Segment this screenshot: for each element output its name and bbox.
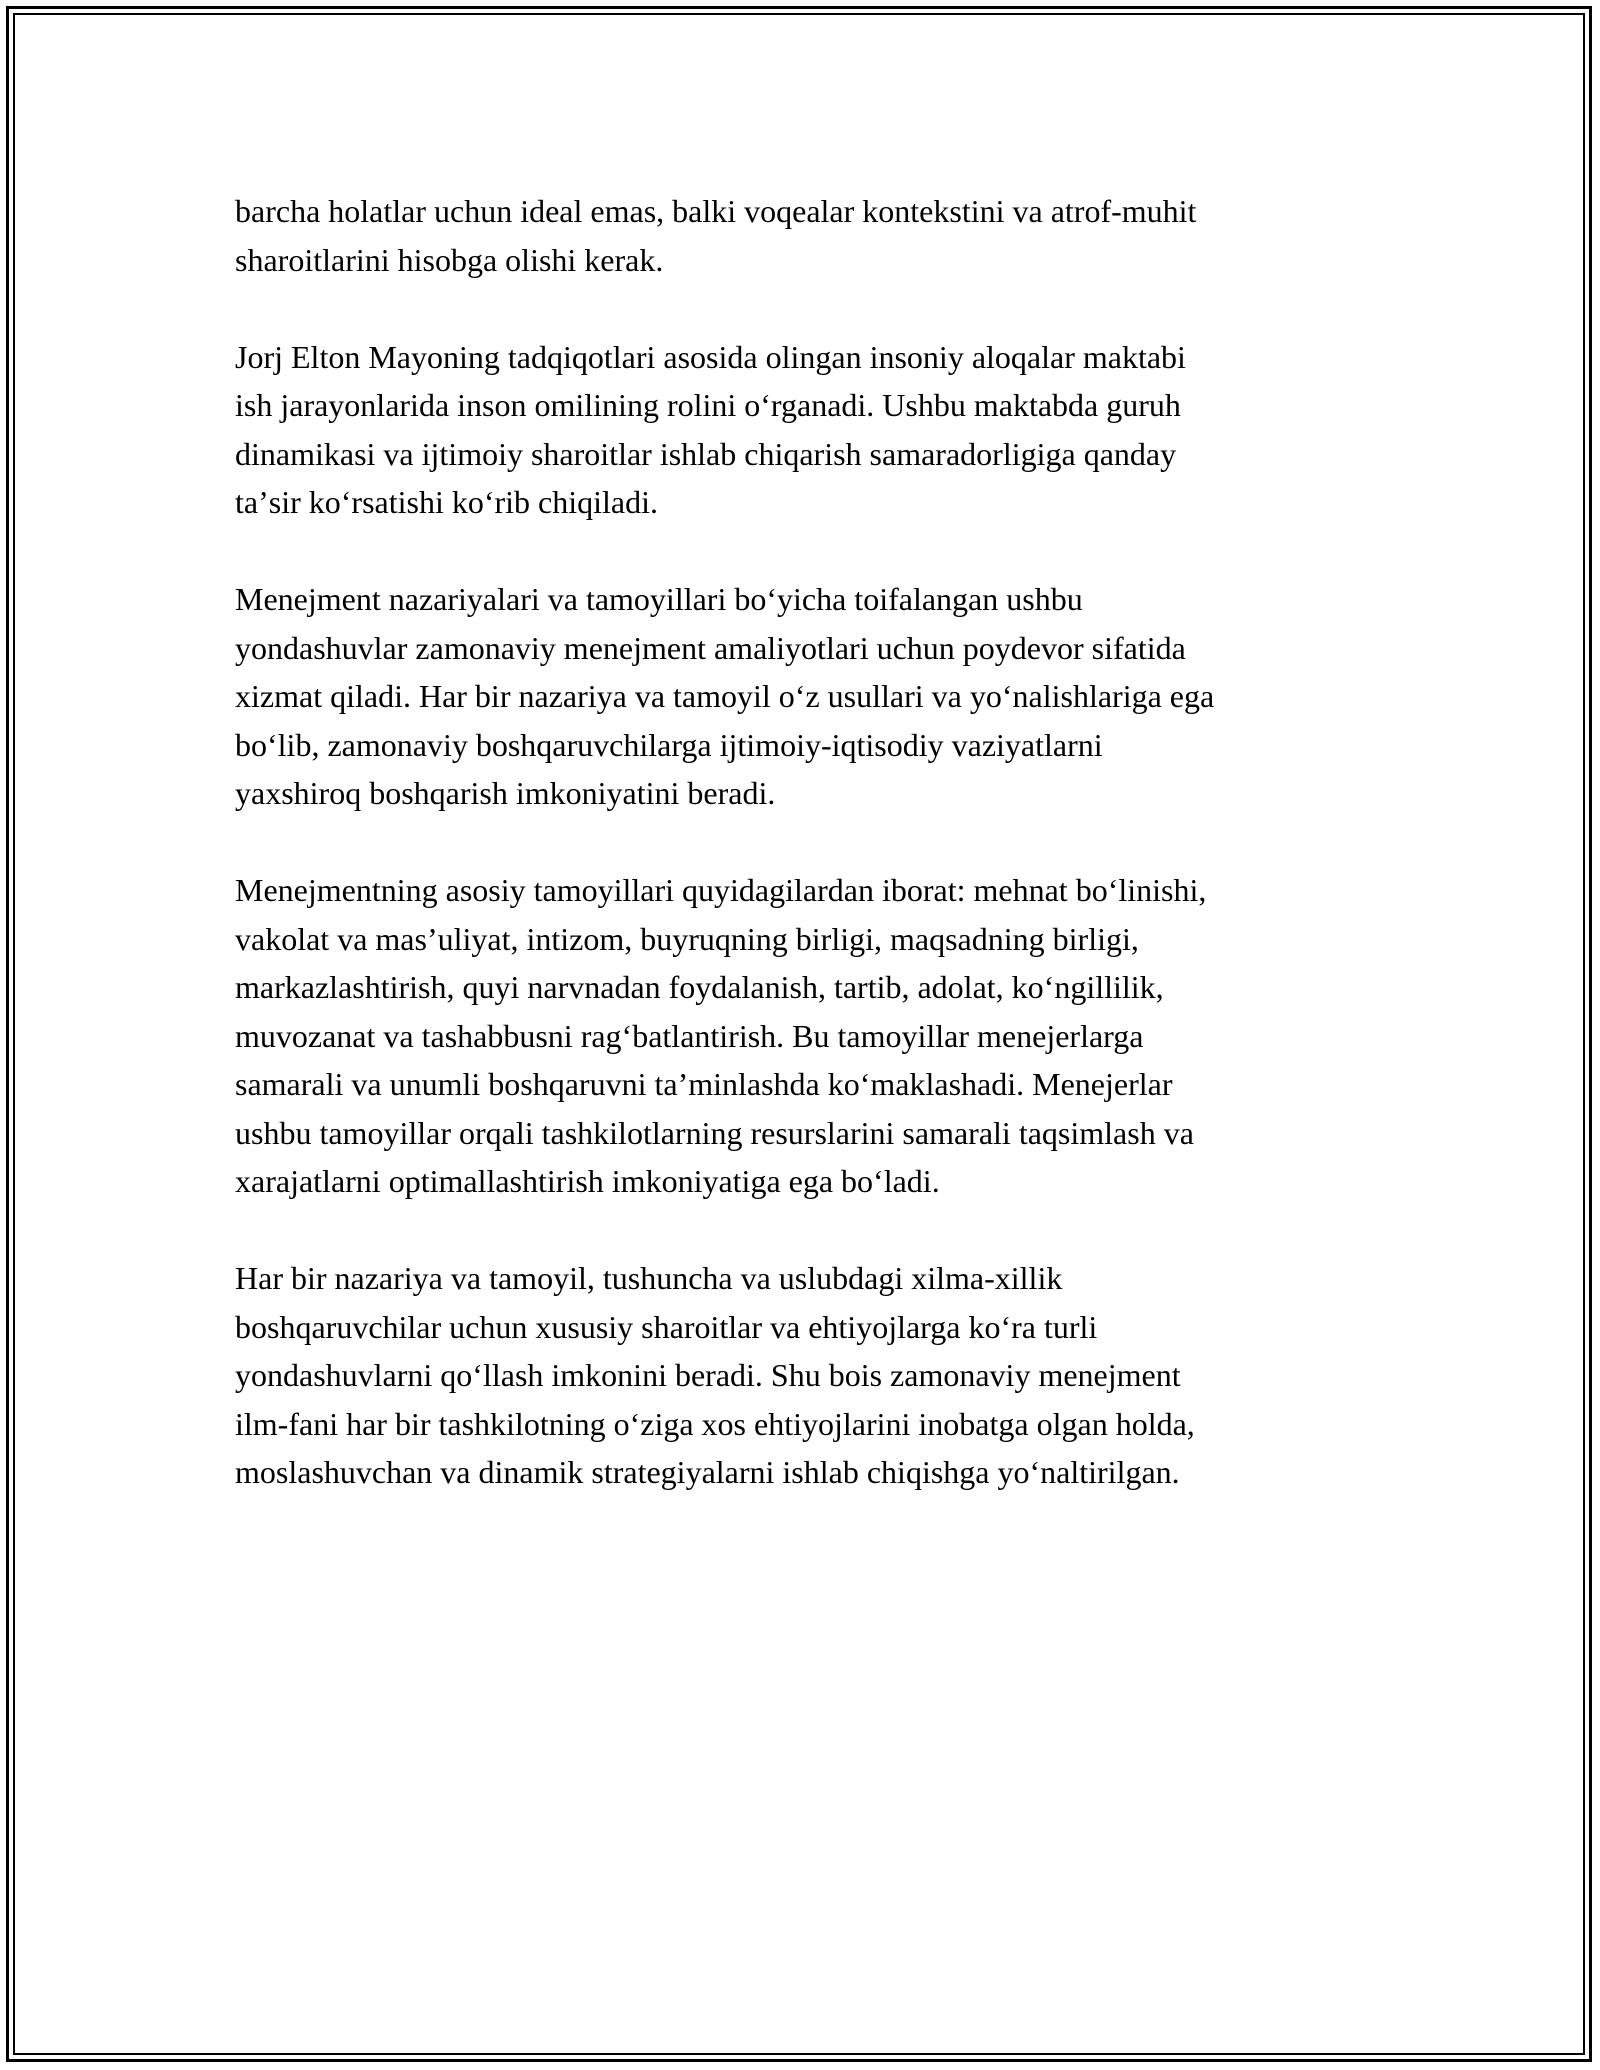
text-line: markazlashtirish, quyi narvnadan foydalanish, tartib, adolat, koʻngillilik, (235, 969, 1164, 1005)
document-body (235, 187, 1385, 1545)
text-line: boʻlib, zamonaviy boshqaruvchilarga ijtimoiy-iqtisodiy vaziyatlarni (235, 726, 1103, 763)
text-line: sharoitlarini hisobga olishi kerak. (235, 241, 664, 278)
text-line: yondashuvlar zamonaviy menejment amaliyotlari uchun poydevor sifatida (235, 629, 1186, 666)
text-line: yaxshiroq boshqarish imkoniyatini beradi. (235, 775, 776, 811)
text-line: samarali va unumli boshqaruvni taʼminlashda koʻmaklashadi. Menejerlar (235, 1066, 1173, 1102)
text-line: ish jarayonlarida inson omilining rolini oʻrganadi. Ushbu maktabda guruh (235, 387, 1181, 423)
text-line: moslashuvchan va dinamik strategiyalarni ishlab chiqishga yoʻnaltirilgan. (235, 1454, 1180, 1490)
paragraph-3 (235, 575, 1385, 818)
text-line: boshqaruvchilar uchun xususiy sharoitlar va ehtiyojlarga koʻra turli (235, 1308, 1098, 1345)
text-line: muvozanat va tashabbusni ragʻbatlantirish. Bu tamoyillar menejerlarga (235, 1017, 1144, 1054)
text-line: barcha holatlar uchun ideal emas, balki voqealar kontekstini va atrof-muhit (235, 193, 1197, 229)
text-line: taʼsir koʻrsatishi koʻrib chiqiladi. (235, 484, 659, 520)
text-line: ilm-fani har bir tashkilotning oʻziga xos ehtiyojlarini inobatga olgan holda, (235, 1405, 1195, 1442)
paragraph-4 (235, 866, 1385, 1206)
text-line: vakolat va masʼuliyat, intizom, buyruqning birligi, maqsadning birligi, (235, 920, 1139, 957)
paragraph-1 (235, 187, 1385, 284)
text-line: xarajatlarni optimallashtirish imkoniyatiga ega boʻladi. (235, 1163, 940, 1199)
text-line: yondashuvlarni qoʻllash imkonini beradi. Shu bois zamonaviy menejment (235, 1357, 1181, 1393)
text-line: ushbu tamoyillar orqali tashkilotlarning resurslarini samarali taqsimlash va (235, 1114, 1194, 1151)
text-line: dinamikasi va ijtimoiy sharoitlar ishlab chiqarish samaradorligiga qanday (235, 435, 1177, 472)
text-line: xizmat qiladi. Har bir nazariya va tamoyil oʻz usullari va yoʻnalishlariga ega (235, 678, 1215, 714)
paragraph-2 (235, 333, 1385, 527)
text-line: Menejment nazariyalari va tamoyillari boʻyicha toifalangan ushbu (235, 581, 1083, 617)
text-line: Jorj Elton Mayoning tadqiqotlari asosida olingan insoniy aloqalar maktabi (235, 338, 1186, 375)
text-line: Menejmentning asosiy tamoyillari quyidagilardan iborat: mehnat boʻlinishi, (235, 872, 1207, 908)
text-line: Har bir nazariya va tamoyil, tushuncha va uslubdagi xilma-xillik (235, 1260, 1063, 1296)
paragraph-5 (235, 1254, 1385, 1497)
